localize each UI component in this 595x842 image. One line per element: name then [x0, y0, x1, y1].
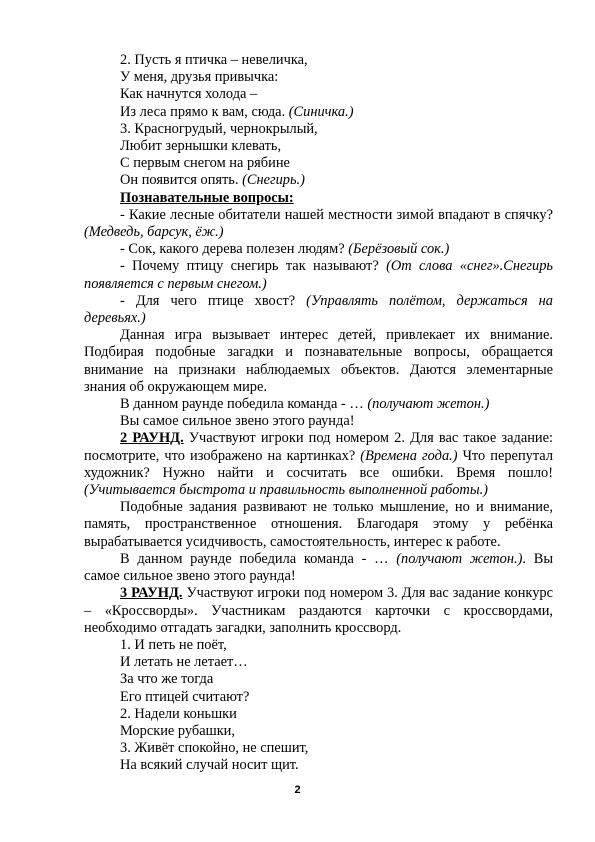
riddle-line: Как начнутся холода – [120, 86, 258, 103]
riddle-line: Морские рубашки, [120, 722, 235, 739]
question-item: - Сок, какого дерева полезен людям? (Берёзовый сок.) [120, 241, 450, 258]
round1-winner: В данном раунде победила команда - … (получают жетон.) [120, 396, 490, 413]
riddle-line: На всякий случай носит щит. [120, 757, 299, 774]
riddle-line: 2. Пусть я птичка – невеличка, [120, 52, 308, 68]
riddle-answer: (Снегирь.) [242, 172, 305, 189]
round2-paragraph: 2 РАУНД. Участвуют игроки под номером 2. Для вас такое задание: посмотрите, что изображено на картинках? (Времена года.) Что перепутал художник? Нужно найти и сосчитать все ошибки. Время пошло! (Учитывается быстрота и правильность выполненной работы.) [84, 430, 553, 499]
question-item: - Какие лесные обитатели нашей местности зимой впадают в спячку? (Медведь, барсук, ёж.) [84, 206, 553, 241]
question-item: - Почему птицу снегирь так называют? (От слова «снег».Снегирь появляется с первым снегом.) [84, 258, 553, 292]
riddle-line: Из леса прямо к вам, сюда. (Синичка.) [120, 103, 354, 120]
riddle-line: За что же тогда [120, 671, 214, 688]
riddle-line: 1. И петь не поёт, [120, 636, 227, 653]
paragraph-game: Данная игра вызывает интерес детей, привлекает их внимание. Подбирая подобные загадки и познавательные вопросы, обращается внимание на признаки наблюдаемых объектов. Даются элементарные знания об окружающем мире. [84, 327, 553, 395]
question-answer: (Медведь, барсук, ёж.) [84, 224, 224, 241]
questions-heading: Познавательные вопросы: [120, 189, 294, 206]
question-item: - Для чего птице хвост? (Управлять полётом, держаться на деревьях.) [84, 292, 553, 327]
riddle-answer: (Синичка.) [288, 103, 354, 120]
riddle-line: И летать не летает… [120, 654, 248, 671]
round2-title: 2 РАУНД. [120, 430, 184, 447]
riddle-line: Любит зернышки клевать, [120, 138, 282, 155]
round1-strong: Вы самое сильное звено этого раунда! [120, 413, 355, 430]
question-answer: (От слова «снег».Снегирь появляется с первым снегом.) [84, 258, 553, 292]
riddle-line: 3. Красногрудый, чернокрылый, [120, 120, 318, 137]
round3-title: 3 РАУНД. [120, 585, 183, 602]
riddle-line: У меня, друзья привычка: [120, 69, 279, 86]
riddles-block-1 [84, 52, 553, 190]
riddle-line: С первым снегом на рябине [120, 155, 290, 172]
round3-paragraph: 3 РАУНД. Участвуют игроки под номером 3. Для вас задание конкурс – «Кроссворды». Участникам раздаются карточки с кроссвордами, необходимо отгадать загадки, заполнить кроссворд. [84, 585, 553, 636]
riddle-line: Он появится опять. (Снегирь.) [120, 172, 305, 189]
page-number: 2 [294, 784, 301, 796]
riddle-line: 3. Живёт спокойно, не спешит, [120, 740, 309, 757]
round2-winner: В данном раунде победила команда - … (получают жетон.). Вы самое сильное звено этого раунда! [84, 550, 553, 585]
riddle-line: Его птицей считают? [120, 688, 250, 705]
riddle-line: 2. Надели коньшки [120, 705, 237, 722]
question-answer: (Берёзовый сок.) [348, 241, 450, 258]
riddles-block-2 [84, 637, 553, 775]
paragraph-tasks: Подобные задания развивают не только мышление, но и внимание, память, пространственное отношения. Благодаря этому у ребёнка вырабатывается усидчивость, самостоятельность, интерес к работе. [84, 499, 553, 550]
page-content [84, 52, 553, 775]
question-answer: (Управлять полётом, держаться на деревьях.) [84, 292, 553, 327]
